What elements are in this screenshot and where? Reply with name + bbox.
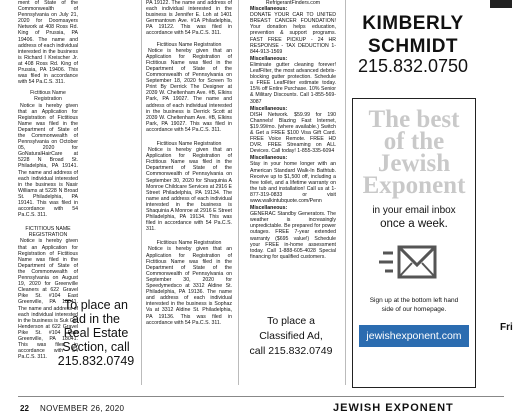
kimberly-ad xyxy=(348,0,478,100)
best-of-line: Jewish xyxy=(377,150,451,177)
kimberly-first-name: KIMBERLY xyxy=(362,13,464,34)
misc-heading: Miscellaneous: xyxy=(250,155,288,162)
misc-text: Stay in your home longer with an American Standard Walk-In Bathtub. Receive up to $1,500 off, including a free toilet, and a lifetime warranty on the tub and installation! Call us at 1-877-319-0833 or visit www.walkintubquote.com/Penn xyxy=(250,161,336,204)
kimberly-last-name: SCHMIDT xyxy=(367,36,459,57)
misc-heading: Miscellaneous: xyxy=(250,6,288,13)
ad-line: To place an xyxy=(64,298,128,312)
ad-line: To place a xyxy=(267,315,315,327)
real-estate-ad xyxy=(46,298,146,368)
column-2 xyxy=(146,0,232,385)
kimberly-phone: 215.832.0750 xyxy=(357,56,469,76)
cropped-column xyxy=(490,0,512,390)
ad-line: 215.832.0749 xyxy=(57,354,135,368)
cropped-text: Fri xyxy=(500,322,513,333)
misc-text: GENERAC Standby Generators. The weather is increasingly unpredictable. Be prepared for power outages. FREE 7-year extended warranty ($695 value!) Schedule your FREE in-home assessment today. Call 1-888-605-4028 Special financing for qualified customers. xyxy=(250,211,336,260)
column-3 xyxy=(250,0,336,310)
misc-heading: Miscellaneous: xyxy=(250,55,288,62)
notice-text: ment of State of the Commonwealth of Pennsylvania on July 21, 2020 for Doomsayers Network at 408 Ross Rd. King of Prussia, PA 19406. The name and address of each individual interested in the business is Richard I Kreischer Jr. at 408 Ross Rd. King of Prussia, PA 19406. This was filed in accordance with 54 Pa.C.S. 311. xyxy=(18,0,78,86)
site-banner xyxy=(359,325,469,347)
inbox-line: once a week. xyxy=(380,218,448,230)
ad-line: Section, call xyxy=(62,340,130,354)
best-of-line: The best xyxy=(368,106,460,133)
misc-text: Eliminate gutter cleaning forever! LeafFilter, the most advanced debris-blocking gutter protection. Schedule a FREE LeafFilter estimate today. 15% off Entire Purchase. 10% Senior & Military Discounts. Call 1-855-569-3087 xyxy=(250,61,336,105)
issue-date: NOVEMBER 26, 2020 xyxy=(40,404,125,413)
page-number: 22 xyxy=(20,404,29,413)
notice-heading: Fictitious Name Registration xyxy=(30,90,66,103)
signup-line: Sign up at the bottom left hand xyxy=(369,297,459,304)
ad-line: Real Estate xyxy=(63,326,129,340)
ad-line: call 215.832.0749 xyxy=(249,345,333,357)
misc-heading: Miscellaneous: xyxy=(250,205,288,212)
notice-text: Notice is hereby given that an Application for Registration of Fictitious Name was filed in the Department of State of the Commonwealth of Pennsylvania on October 05, 2020 for GoNaturalHairCare at 5228 N Broad St. Philadelphia, PA 19141. The name and address of each individual interested in the business is Nasir Williams at 5228 N Broad St. Philadelphia, PA 19141. This was filed in accordance with 54 Pa.C.S. 311. xyxy=(18,102,78,219)
notice-text: Notice is hereby given that an Application for Registration of Fictitious Name was filed in the Department of State of the Commonwealth of Pennsylvania on September 18, 2020 for Screen To Print By Derrick The Designer at 2039 W. Cheltenham Ave. #B, Elkins Park, PA 19027. The name and address of each individual interested in the business is Derrick Scott at 2039 W. Cheltenham Ave. #B, Elkins Park, PA 19027. This was filed in accordance with 54 Pa.C.S. 311. xyxy=(146,47,232,133)
ad-line: ad in the xyxy=(72,312,120,326)
signup-line: side of our homepage. xyxy=(381,306,447,313)
notice-text: Notice is hereby given that an Application for Registration of Fictitious Name was filed in the Department of State of the Commonwealth of Pennsylvania on August 19, 2020 for Greenville Cleaners at 622 Gravel Pike St. #104 East Greenville, PA 18041. The name and address of each individual interested in the business is Suk Gin Henderson at 622 Gravel Pike St. #104 East Greenville, PA 18041. This was filed in accordance with 54 Pa.C.S. 311. xyxy=(18,238,78,361)
site-url: jewishexponent.com xyxy=(366,330,462,342)
notice-text: Notice is hereby given that an Application for Registration of Fictitious Name was filed in the Department of State of the Commonwealth of Pennsylvania on September 30, 2020 for Shaquinia A Monroe Childcare Services at 2916 E Street Philadelphia, PA 19134. The name and address of each individual interested in the business is Shaquinia A Monroe at 2916 E Street Philadelphia, PA 19134. This was filed in accordance with 54 Pa.C.S. 311. xyxy=(146,147,232,233)
column-1 xyxy=(18,0,78,361)
notice-heading: Fictitious Name Registration xyxy=(156,41,222,48)
misc-heading: Miscellaneous: xyxy=(250,105,288,112)
misc-text: DISH Network. $59.99 for 190 Channels! Blazing Fast Internet, $19.99/mo. (where available.) Switch & Get a FREE $100 Visa Gift Card. FREE Voice Remote. FREE HD DVR. FREE Streaming on ALL Devices. Call today! 1-855-335-6094 xyxy=(250,111,336,155)
classified-ad xyxy=(240,314,342,359)
column-rule xyxy=(141,0,142,385)
envelope-icon xyxy=(365,235,465,295)
page-footer xyxy=(0,392,512,418)
column-rule xyxy=(345,0,346,385)
best-of-line: of the xyxy=(383,128,445,155)
column-rule xyxy=(238,0,239,385)
notice-text: Notice is hereby given that an Application for Registration of Fictitious Name was filed in the Department of State of the Commonwealth of Pennsylvania on September 30, 2020 for Speedymedsco at 3312 Aldine St. Philadelphia, PA 19136. The name and address of each individual interested in the business is Sophaz Va at 3312 Aldine St. Philadelphia, PA 19136. This was filed in accordance with 54 Pa.C.S. 311. xyxy=(146,246,232,326)
publication-name: JEWISH EXPONENT xyxy=(333,402,454,414)
notice-heading: Fictitious Name Registration xyxy=(156,140,222,147)
best-of-ad xyxy=(352,98,476,388)
notice-text: PA 19122. The name and address of each individual interested in the business is Jennifer E. Loh at 1401 Germantown Ave. #1A Philadelphia, PA 19122. This was filed in accordance with 54 Pa.C.S. 311. xyxy=(146,0,232,37)
best-of-headline xyxy=(353,106,475,199)
inbox-line: in your email inbox xyxy=(372,205,456,216)
dark-panel xyxy=(490,0,512,8)
notice-heading: Fictitious Name Registration xyxy=(156,240,222,247)
footer-rule xyxy=(18,396,504,397)
best-of-line: Exponent xyxy=(362,172,466,199)
notice-heading: FICTITIOUS NAME REGISTRATION xyxy=(25,226,71,239)
ad-line: Classified Ad, xyxy=(259,330,323,342)
misc-text: RefrigerantFinders.com xyxy=(265,0,321,6)
misc-text: DONATE YOUR CAR TO UNITED BREAST CANCER FOUNDATION! Your donation helps education, prevention & support programs. FAST FREE PICKUP - 24 HR RESPONSE - TAX DEDUCTION 1-844-913-1569 xyxy=(250,12,336,55)
